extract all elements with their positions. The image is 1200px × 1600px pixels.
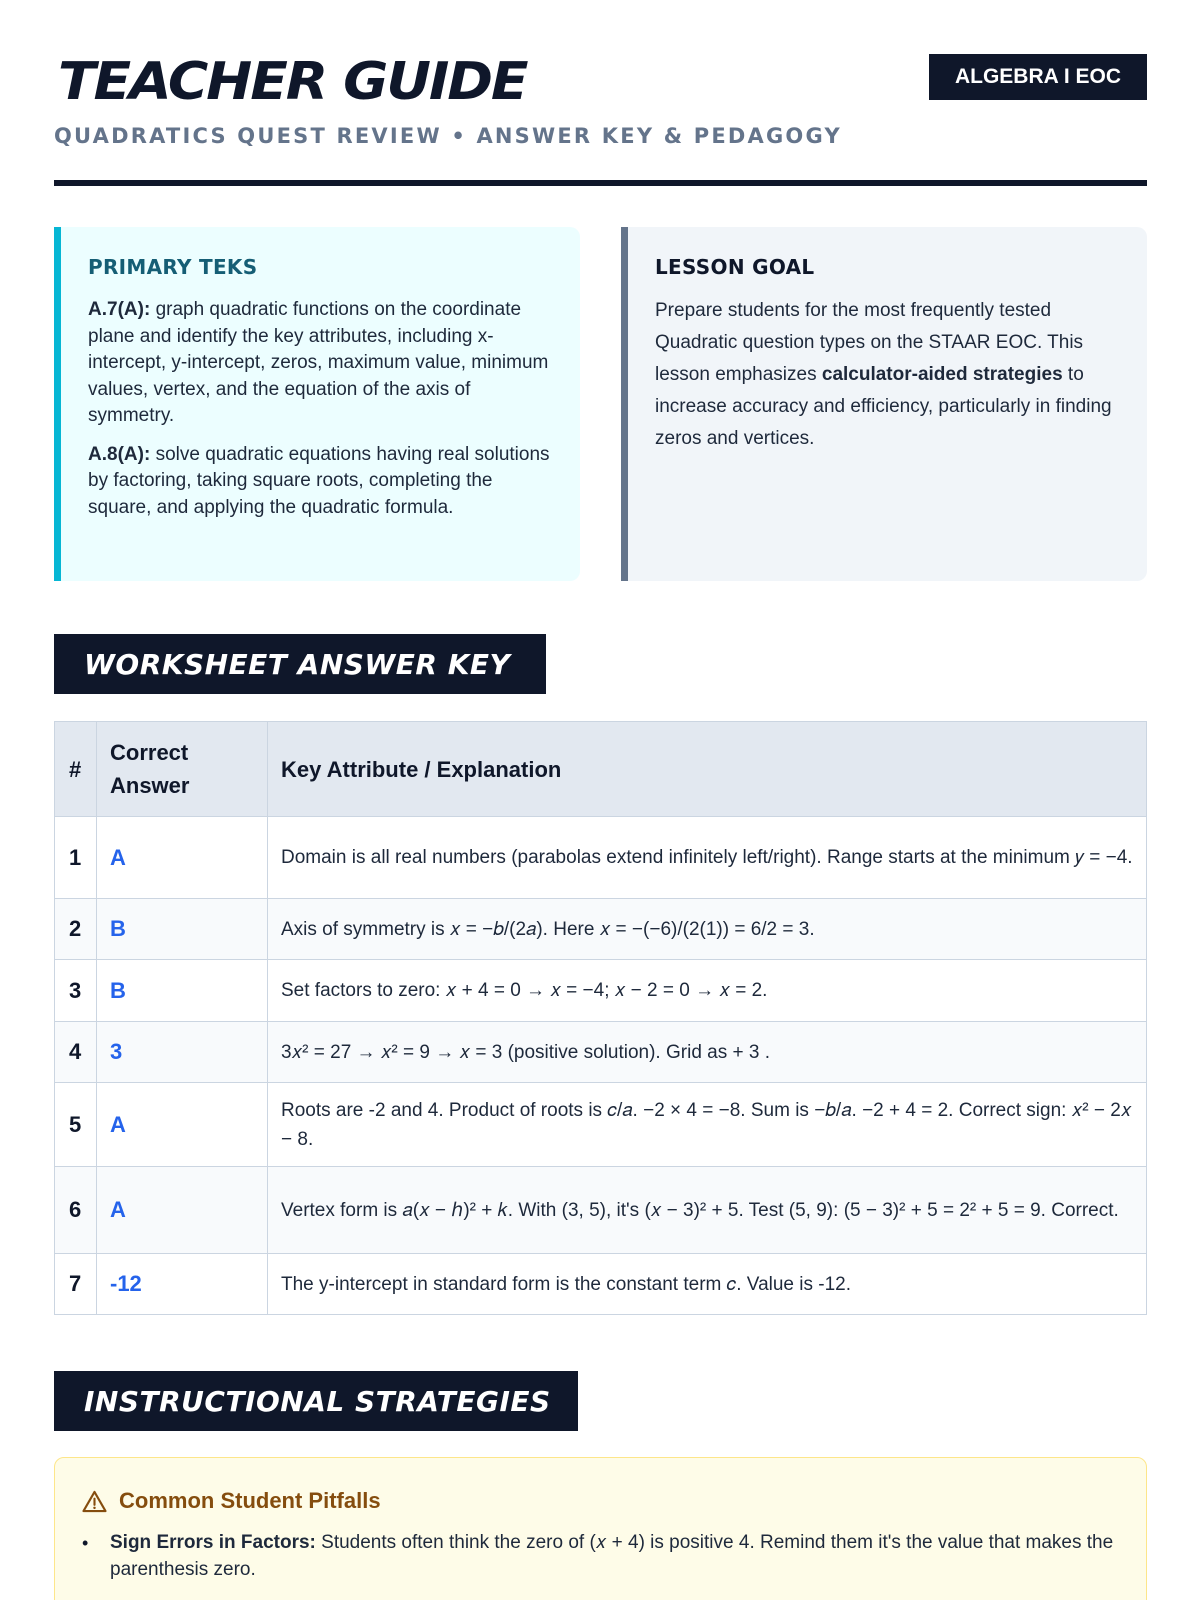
- teks-text: graph quadratic functions on the coordinate plane and identify the key attributes, including x-intercept, y-intercept, zeros, maximum value, minimum values, vertex, and the equation of the axis of symmetry.: [88, 299, 549, 426]
- question-number: 1: [55, 817, 97, 899]
- correct-answer: B: [97, 960, 268, 1022]
- lesson-goal-text: [655, 295, 1121, 455]
- teks-heading: PRIMARY TEKS: [88, 255, 258, 279]
- question-number: 5: [55, 1083, 97, 1167]
- page-title: TEACHER GUIDE: [58, 52, 527, 112]
- explanation: Roots are -2 and 4. Product of roots is 𝑐/𝑎. −2 × 4 = −8. Sum is −𝑏/𝑎. −2 + 4 = 2. Correct sign: 𝑥² − 2𝑥 − 8.: [268, 1083, 1147, 1167]
- explanation: Set factors to zero: 𝑥 + 4 = 0 → 𝑥 = −4; 𝑥 − 2 = 0 → 𝑥 = 2.: [268, 960, 1147, 1022]
- instructional-strategies-banner: INSTRUCTIONAL STRATEGIES: [54, 1371, 578, 1431]
- answer-key-banner: WORKSHEET ANSWER KEY: [54, 634, 546, 694]
- column-header-explanation: Key Attribute / Explanation: [268, 722, 1147, 817]
- table-row: [55, 1083, 1147, 1167]
- explanation: 3𝑥² = 27 → 𝑥² = 9 → 𝑥 = 3 (positive solution). Grid as + 3 .: [268, 1022, 1147, 1083]
- question-number: 7: [55, 1254, 97, 1315]
- pitfalls-heading: Common Student Pitfalls: [119, 1488, 381, 1513]
- correct-answer: A: [97, 817, 268, 899]
- teks-text: solve quadratic equations having real solutions by factoring, taking square roots, completing the square, and applying the quadratic formula.: [88, 443, 550, 518]
- pitfalls-callout: [54, 1457, 1147, 1600]
- header-divider: [54, 180, 1147, 186]
- table-row: [55, 899, 1147, 960]
- page-subtitle: QUADRATICS QUEST REVIEW • ANSWER KEY & PEDAGOGY: [54, 124, 842, 148]
- teks-code: A.8(A):: [88, 443, 151, 465]
- explanation: Axis of symmetry is 𝑥 = −𝑏/(2𝑎). Here 𝑥 = −(−6)/(2(1)) = 6/2 = 3.: [268, 899, 1147, 960]
- column-header-answer-label: Correct Answer: [110, 740, 190, 798]
- table-row: [55, 1254, 1147, 1315]
- table-header-row: [55, 722, 1147, 817]
- info-cards: [54, 227, 1147, 581]
- primary-teks-card: [54, 227, 580, 581]
- warning-icon: [82, 1490, 107, 1513]
- pitfall-text: Students often think the zero of (𝑥 + 4) is positive 4. Remind them it's the value that makes the parenthesis zero.: [110, 1532, 1114, 1580]
- lesson-goal-heading: LESSON GOAL: [655, 255, 815, 279]
- list-item: [82, 1530, 1120, 1583]
- table-row: [55, 960, 1147, 1022]
- lesson-goal-text-part: to increase accuracy and efficiency, particularly in finding zeros and vertices.: [655, 364, 1112, 449]
- pitfalls-list: [82, 1530, 1120, 1583]
- lesson-goal-emphasis: calculator-aided strategies: [821, 364, 1063, 385]
- question-number: 6: [55, 1167, 97, 1254]
- teacher-guide-page: [54, 0, 1147, 1580]
- question-number: 4: [55, 1022, 97, 1083]
- teks-item: [88, 442, 554, 522]
- explanation: Domain is all real numbers (parabolas extend infinitely left/right). Range starts at the minimum 𝑦 = −4.: [268, 817, 1147, 899]
- teks-item: [88, 297, 554, 430]
- teks-code: A.7(A):: [88, 299, 151, 320]
- explanation: The y-intercept in standard form is the constant term 𝑐. Value is -12.: [268, 1254, 1147, 1315]
- correct-answer: A: [97, 1167, 268, 1254]
- correct-answer: A: [97, 1083, 268, 1167]
- page-header: [54, 0, 1147, 190]
- correct-answer: -12: [97, 1254, 268, 1315]
- column-header-answer: [97, 722, 268, 817]
- correct-answer: B: [97, 899, 268, 960]
- table-row: [55, 817, 1147, 899]
- pitfalls-header: [82, 1488, 1120, 1514]
- lesson-goal-card: [621, 227, 1147, 581]
- pitfall-label: Sign Errors in Factors:: [110, 1532, 316, 1553]
- question-number: 2: [55, 899, 97, 960]
- correct-answer: 3: [97, 1022, 268, 1083]
- course-badge: ALGEBRA I EOC: [929, 54, 1147, 100]
- table-row: [55, 1167, 1147, 1254]
- lesson-goal-text-part: Prepare students for the most frequently tested Quadratic question types on the STAAR EOC. This lesson emphasizes: [655, 300, 1084, 385]
- table-row: [55, 1022, 1147, 1083]
- answer-key-table: [54, 721, 1147, 1315]
- column-header-number: #: [55, 722, 97, 817]
- explanation: Vertex form is 𝑎(𝑥 − ℎ)² + 𝑘. With (3, 5), it's (𝑥 − 3)² + 5. Test (5, 9): (5 − 3)² + 5 = 2² + 5 = 9. Correct.: [268, 1167, 1147, 1254]
- question-number: 3: [55, 960, 97, 1022]
